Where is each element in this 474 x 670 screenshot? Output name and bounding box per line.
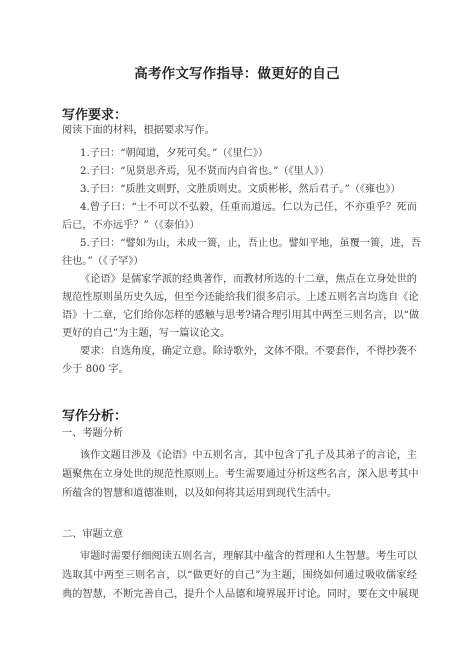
- material-paragraph-line: 语》十二章，它们给你怎样的感触与思考?请合理引用其中两至三则名言，以“做: [62, 310, 420, 321]
- document-title: 高考作文写作指导：做更好的自己: [134, 66, 340, 82]
- quote-line: 3.子曰：“质胜文则野，文胜质则史。文质彬彬，然后君子。”（《雍也》）: [80, 184, 401, 195]
- quote-line: 2.子曰：“见贤思齐焉，见不贤而内自省也。”（《里人》）: [80, 166, 330, 177]
- material-paragraph-line: 规范性原则虽历史久远，但至今还能给我们很多启示。上述五则名言均选自《论: [62, 292, 419, 303]
- section2-paragraph-line: 选取其中两至三则名言，以“做更好的自己”为主题，围绕如何通过吸收儒家经: [62, 570, 417, 581]
- section1-paragraph-line: 该作文题目涉及《论语》中五则名言，其中包含了孔子及其弟子的言论，主: [80, 450, 417, 461]
- requirements-heading: 写作要求：: [62, 108, 128, 123]
- quote-line: 1.子曰：“朝闻道，夕死可矣。”（《里仁》）: [80, 148, 269, 159]
- analysis-heading: 写作分析：: [62, 409, 128, 424]
- requirement-paragraph-line: 要求：自选角度，确定立意。除诗歌外，文体不限。不要套作，不得抄袭不: [80, 346, 417, 357]
- section2-paragraph-line: 典的智慧，不断完善自己，提升个人品德和境界展开讨论。同时，要在文中展现: [62, 589, 419, 600]
- section1-paragraph-line: 所蕴含的智慧和道德准则，以及如何将其运用到现代生活中。: [62, 488, 338, 499]
- requirement-paragraph-line: 少于 800 字。: [62, 364, 129, 375]
- material-paragraph-line: 更好的自己”为主题，写一篇议论文。: [62, 328, 231, 339]
- section2-paragraph-line: 审题时需要仔细阅读五则名言，理解其中蕴含的哲理和人生智慧。考生可以: [80, 551, 417, 562]
- quote-line: 往也。”（《子罕》）: [62, 256, 144, 267]
- quote-line: 5.子曰：“譬如为山，未成一篑，止，吾止也。譬如平地，虽覆一篑，进，吾: [80, 238, 421, 249]
- section-title: 二、审题立意: [62, 529, 124, 540]
- intro-line: 阅读下面的材料，根据要求写作。: [62, 125, 215, 136]
- quote-line: 后已，不亦远乎？”（《泰伯》）: [62, 220, 200, 231]
- section1-paragraph-line: 题聚焦在立身处世的规范性原则上。考生需要通过分析这些名言，深入思考其中: [62, 469, 419, 480]
- section-title: 一、考题分析: [62, 428, 124, 439]
- material-paragraph-line: 《论语》是儒家学派的经典著作，而教材所选的十二章，焦点在立身处世的: [80, 274, 417, 285]
- quote-line: 4.曾子曰：“士不可以不弘毅，任重而道远。仁以为己任，不亦重乎？死而: [80, 202, 417, 213]
